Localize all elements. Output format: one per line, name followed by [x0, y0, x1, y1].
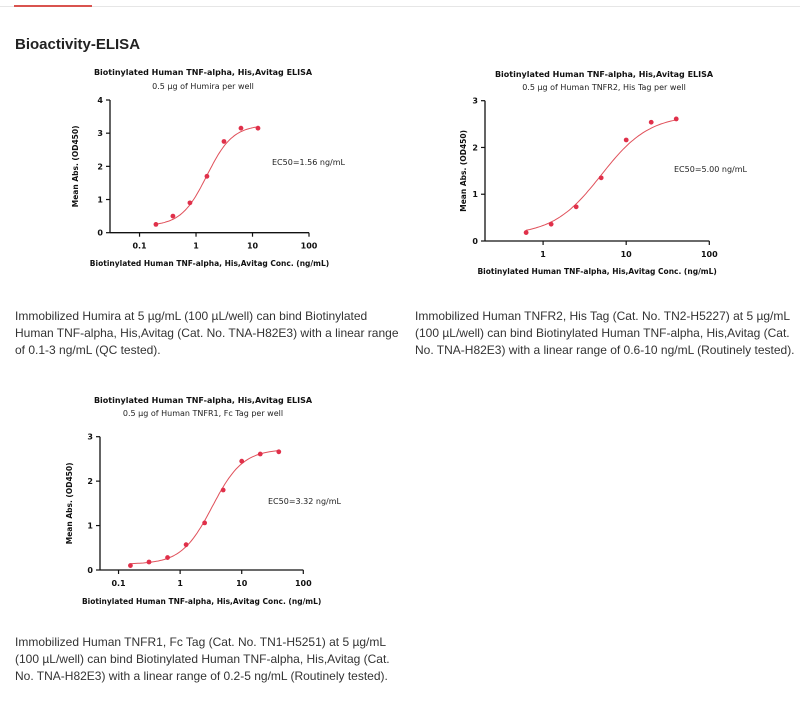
y-tick-label: 0	[472, 237, 478, 246]
x-tick-label: 1	[193, 241, 199, 251]
x-tick-label: 0.1	[132, 241, 147, 251]
x-tick-label: 10	[236, 579, 248, 588]
ec50-annotation: EC50=3.32 ng/mL	[268, 497, 341, 506]
y-tick-label: 1	[97, 195, 103, 205]
y-tick-label: 4	[97, 96, 103, 105]
data-point	[239, 459, 244, 464]
x-tick-label: 1	[177, 579, 183, 588]
chart-title: Biotinylated Human TNF-alpha, His,Avitag ELISA	[494, 70, 714, 79]
ec50-annotation: EC50=5.00 ng/mL	[674, 165, 747, 174]
ec50-annotation: EC50=1.56 ng/mL	[272, 158, 345, 167]
y-tick-label: 1	[87, 521, 93, 531]
y-tick-label: 0	[87, 566, 93, 575]
y-tick-label: 3	[97, 129, 103, 139]
x-tick-label: 0.1	[111, 579, 126, 588]
x-axis-label: Biotinylated Human TNF-alpha, His,Avitag Conc. (ng/mL)	[81, 597, 322, 606]
chart-title: Biotinylated Human TNF-alpha, His,Avitag ELISA	[93, 68, 313, 77]
section-title: Bioactivity-ELISA	[15, 36, 141, 53]
description-tnfr2: Immobilized Human TNFR2, His Tag (Cat. No. TN2-H5227) at 5 µg/mL (100 µL/well) can bind Biotinylated Human TNF-alpha, His,Avitag (Cat. No. TNA-H82E3) with a linear range of 0.6-10 ng/mL (Routinely tested).	[415, 309, 795, 357]
data-point	[221, 488, 226, 493]
chart-subtitle: 0.5 µg of Humira per well	[152, 82, 254, 91]
x-tick-label: 100	[700, 250, 718, 259]
description-tnfr1: Immobilized Human TNFR1, Fc Tag (Cat. No. TN1-H5251) at 5 µg/mL (100 µL/well) can bind Biotinylated Human TNF-alpha, His,Avitag (Cat. No. TNA-H82E3) with a linear range of 0.2-5 ng/mL (Routinely tested).	[15, 635, 390, 683]
chart-title: Biotinylated Human TNF-alpha, His,Avitag ELISA	[93, 396, 313, 405]
y-tick-label: 3	[87, 432, 93, 442]
data-point	[276, 449, 281, 454]
data-point	[202, 521, 207, 526]
x-axis-label: Biotinylated Human TNF-alpha, His,Avitag Conc. (ng/mL)	[477, 267, 717, 276]
data-point	[258, 452, 263, 457]
data-point	[184, 542, 189, 547]
y-tick-label: 3	[472, 96, 478, 106]
x-axis-label: Biotinylated Human TNF-alpha, His,Avitag Conc. (ng/mL)	[89, 259, 330, 268]
x-tick-label: 100	[294, 579, 312, 588]
data-point	[165, 555, 170, 560]
y-tick-label: 2	[472, 143, 478, 153]
chart-subtitle: 0.5 µg of Human TNFR2, His Tag per well	[522, 83, 686, 92]
y-axis-label: Mean Abs. (OD450)	[71, 125, 80, 208]
y-tick-label: 0	[97, 228, 103, 238]
data-point	[128, 563, 133, 568]
x-tick-label: 1	[540, 250, 546, 259]
fit-curve	[130, 451, 278, 564]
y-tick-label: 2	[97, 162, 103, 172]
description-humira: Immobilized Humira at 5 µg/mL (100 µL/well) can bind Biotinylated Human TNF-alpha, His,Avitag (Cat. No. TNA-H82E3) with a linear range of 0.1-3 ng/mL (QC tested).	[15, 309, 399, 357]
x-tick-label: 10	[620, 250, 632, 259]
y-tick-label: 2	[87, 477, 93, 487]
y-axis-label: Mean Abs. (OD450)	[65, 462, 74, 545]
y-tick-label: 1	[472, 190, 478, 200]
y-axis-label: Mean Abs. (OD450)	[459, 129, 468, 212]
chart-subtitle: 0.5 µg of Human TNFR1, Fc Tag per well	[122, 409, 284, 418]
x-tick-label: 10	[246, 241, 259, 251]
x-tick-label: 100	[300, 241, 318, 251]
data-point	[147, 560, 152, 565]
